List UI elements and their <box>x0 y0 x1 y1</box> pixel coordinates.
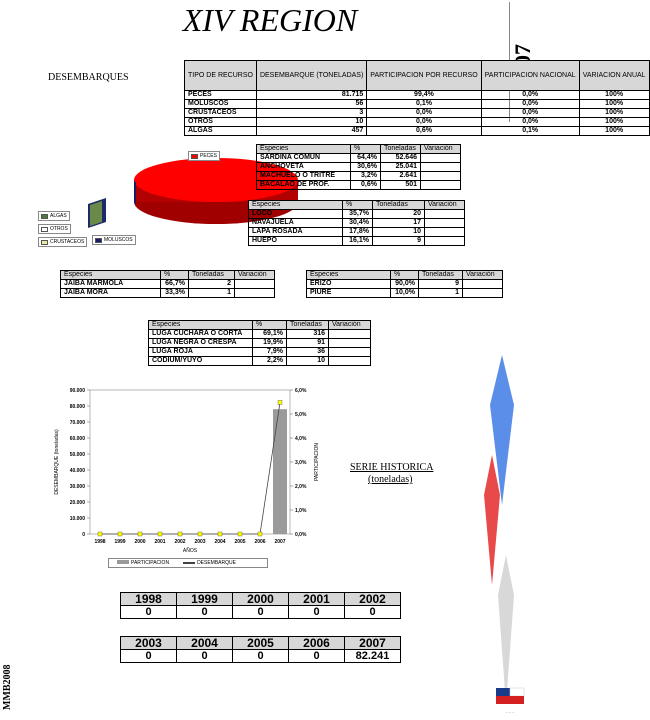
cell-pct: 64,4% <box>351 154 381 163</box>
table-row <box>249 228 465 237</box>
cell-esp: LUGA ROJA <box>149 348 253 357</box>
cell-esp: HUEPO <box>249 237 343 246</box>
chart-legend <box>108 558 268 568</box>
cell-pct: 30,4% <box>343 219 373 228</box>
cell-part: 0,1% <box>367 100 481 109</box>
y2-tick-label: 3,0% <box>295 460 307 466</box>
historic-year: 2004 <box>177 637 233 650</box>
table-row <box>307 289 503 298</box>
x-tick-label: 2001 <box>154 539 166 545</box>
historic-value: 0 <box>121 650 177 663</box>
crustaceos-species-table: Especies % Toneladas Variación JAIBA MARMOLA 66,7% 2 JAIBA MORA 33,3% 1 <box>60 270 275 298</box>
cell-var <box>421 172 461 181</box>
historic-value: 82.241 <box>345 650 401 663</box>
cell-pct: 33,3% <box>161 289 189 298</box>
cell-esp: ERIZO <box>307 280 391 289</box>
historic-title: SERIE HISTORICA <box>350 462 434 473</box>
point-desembarque <box>178 532 182 536</box>
legend-moluscos: MOLUSCOS <box>92 235 136 245</box>
cell-pct: 16,1% <box>343 237 373 246</box>
y2-tick-label: 1,0% <box>295 508 307 514</box>
table-row <box>249 210 465 219</box>
institution-logo-icon <box>492 684 532 718</box>
cell-var <box>329 357 371 366</box>
cell-part: 0,0% <box>367 118 481 127</box>
cell-ton: 9 <box>419 280 463 289</box>
cell-var <box>463 289 503 298</box>
cell-var <box>425 228 465 237</box>
cell-esp: LOCO <box>249 210 343 219</box>
cell-recurso: ALGAS <box>185 127 257 136</box>
cell-var <box>425 237 465 246</box>
historic-value: 0 <box>233 606 289 619</box>
point-desembarque <box>198 532 202 536</box>
historic-chart <box>50 382 330 582</box>
cell-recurso: CRUSTACEOS <box>185 109 257 118</box>
x-tick-label: 2007 <box>274 539 286 545</box>
historic-year: 2000 <box>233 593 289 606</box>
cell-pct: 30,6% <box>351 163 381 172</box>
point-desembarque <box>218 532 222 536</box>
y2-tick-label: 4,0% <box>295 436 307 442</box>
cell-pct: 7,9% <box>253 348 287 357</box>
x-axis-label: AÑOS <box>182 548 198 554</box>
historic-year: 2007 <box>345 637 401 650</box>
y-tick-label: 70.000 <box>69 420 85 426</box>
table-row <box>185 127 650 136</box>
col-header-part-nacional: PARTICIPACION NACIONAL <box>481 61 579 91</box>
cell-esp: NAVAJUELA <box>249 219 343 228</box>
cell-ton: 3 <box>256 109 366 118</box>
cell-ton: 1 <box>189 289 235 298</box>
table-row <box>61 280 275 289</box>
historic-table-1 <box>120 592 401 619</box>
cell-ton: 2.641 <box>381 172 421 181</box>
table-row <box>257 181 461 190</box>
cell-ton: 25.041 <box>381 163 421 172</box>
cell-pct: 19,9% <box>253 339 287 348</box>
historic-year: 2003 <box>121 637 177 650</box>
col-header-tipo: TIPO DE RECURSO <box>185 61 257 91</box>
cell-ton: 316 <box>287 330 329 339</box>
y-tick-label: 90.000 <box>69 388 85 394</box>
cell-esp: JAIBA MARMOLA <box>61 280 161 289</box>
historic-value: 0 <box>177 650 233 663</box>
cell-nac: 0,0% <box>481 91 579 100</box>
page-title: XIV REGION <box>182 2 358 38</box>
cell-var <box>421 181 461 190</box>
cell-ton: 457 <box>256 127 366 136</box>
cell-ton: 52.646 <box>381 154 421 163</box>
table-row <box>61 289 275 298</box>
cell-pct: 66,7% <box>161 280 189 289</box>
historic-year: 2002 <box>345 593 401 606</box>
cell-var <box>425 219 465 228</box>
y2-tick-label: 0,0% <box>295 532 307 538</box>
table-row <box>185 109 650 118</box>
cell-esp: MACHUELO O TRITRE <box>257 172 351 181</box>
cell-nac: 0,0% <box>481 109 579 118</box>
cell-esp: SARDINA COMUN <box>257 154 351 163</box>
historic-value: 0 <box>121 606 177 619</box>
cell-var: 100% <box>579 100 649 109</box>
y-tick-label: 60.000 <box>69 436 85 442</box>
historic-year: 2005 <box>233 637 289 650</box>
cell-var <box>463 280 503 289</box>
col-header-part-recurso: PARTICIPACION POR RECURSO <box>367 61 481 91</box>
y-tick-label: 30.000 <box>69 484 85 490</box>
cell-ton: 10 <box>373 228 425 237</box>
x-tick-label: 2004 <box>214 539 226 545</box>
table-row <box>149 330 371 339</box>
table-row <box>307 280 503 289</box>
legend-desembarque: DESEMBARQUE <box>183 560 236 566</box>
col-header-desembarque: DESEMBARQUE (TONELADAS) <box>256 61 366 91</box>
cell-part: 0,0% <box>367 109 481 118</box>
cell-ton: 10 <box>287 357 329 366</box>
historic-year: 2001 <box>289 593 345 606</box>
cell-esp: BACALAO DE PROF. <box>257 181 351 190</box>
cell-ton: 501 <box>381 181 421 190</box>
table-row <box>149 339 371 348</box>
historic-value: 0 <box>289 606 345 619</box>
legend-otros: OTROS <box>38 224 71 234</box>
cell-nac: 0,1% <box>481 127 579 136</box>
peces-species-table: Especies % Toneladas Variación SARDINA COMUN 64,4% 52.646 ANCHOVETA 30,6% 25.041 MACHUELO O TRITRE 3,2% 2.641 BACALAO DE PROF. 0,6% 501 <box>256 144 461 190</box>
cell-recurso: MOLUSCOS <box>185 100 257 109</box>
cell-var <box>329 348 371 357</box>
cell-recurso: PECES <box>185 91 257 100</box>
otros-species-table: Especies % Toneladas Variación ERIZO 90,0% 9 PIURE 10,0% 1 <box>306 270 503 298</box>
point-desembarque <box>278 400 282 404</box>
legend-participacion: PARTICIPACION <box>117 560 169 566</box>
point-desembarque <box>98 532 102 536</box>
x-tick-label: 1999 <box>114 539 126 545</box>
cell-var: 100% <box>579 91 649 100</box>
y-axis-label: DESEMBARQUE (toneladas) <box>54 429 60 495</box>
cell-var: 100% <box>579 109 649 118</box>
historic-value: 0 <box>345 606 401 619</box>
x-tick-label: 2006 <box>254 539 266 545</box>
table-row <box>185 100 650 109</box>
x-tick-label: 1998 <box>94 539 106 545</box>
y-tick-label: 20.000 <box>69 500 85 506</box>
y2-axis-label: PARTICIPACION <box>314 442 320 482</box>
cell-ton: 1 <box>419 289 463 298</box>
cell-esp: CODIUM/YUYO <box>149 357 253 366</box>
cell-ton: 56 <box>256 100 366 109</box>
y2-tick-label: 5,0% <box>295 412 307 418</box>
cell-var <box>329 339 371 348</box>
legend-crustaceos: CRUSTACEOS <box>38 237 87 247</box>
decorative-diamonds <box>480 355 520 705</box>
y-tick-label: 0 <box>82 532 85 538</box>
point-desembarque <box>258 532 262 536</box>
algas-species-table: Especies % Toneladas Variación LUGA CUCHARA O CORTA 69,1% 316 LUGA NEGRA O CRESPA 19,9% 91 LUGA ROJA 7,9% 36 CODIUM/YUYO 2,2% 10 <box>148 320 371 366</box>
cell-nac: 0,0% <box>481 118 579 127</box>
cell-esp: PIURE <box>307 289 391 298</box>
table-row <box>185 118 650 127</box>
cell-esp: LUGA NEGRA O CRESPA <box>149 339 253 348</box>
table-row <box>185 91 650 100</box>
col-header-variacion: VARIACION ANUAL <box>579 61 649 91</box>
table-row <box>249 237 465 246</box>
historic-year: 1999 <box>177 593 233 606</box>
main-summary-table <box>184 60 650 136</box>
x-tick-label: 2002 <box>174 539 186 545</box>
point-desembarque <box>118 532 122 536</box>
cell-pct: 35,7% <box>343 210 373 219</box>
legend-peces: PECES <box>188 151 220 161</box>
x-tick-label: 2003 <box>194 539 206 545</box>
plot-area <box>90 390 290 534</box>
cell-var <box>235 280 275 289</box>
y2-tick-label: 6,0% <box>295 388 307 394</box>
cell-ton: 81.715 <box>256 91 366 100</box>
cell-pct: 90,0% <box>391 280 419 289</box>
cell-ton: 9 <box>373 237 425 246</box>
moluscos-species-table: Especies % Toneladas Variación LOCO 35,7% 20 NAVAJUELA 30,4% 17 LAPA ROSADA 17,8% 10 HUEPO 16,1% 9 <box>248 200 465 246</box>
point-desembarque <box>158 532 162 536</box>
cell-var: 100% <box>579 127 649 136</box>
point-desembarque <box>138 532 142 536</box>
cell-pct: 0,6% <box>351 181 381 190</box>
cell-var <box>425 210 465 219</box>
cell-var <box>235 289 275 298</box>
cell-ton: 17 <box>373 219 425 228</box>
cell-ton: 2 <box>189 280 235 289</box>
pie-slice-moluscos <box>134 180 136 205</box>
historic-unit: (toneladas) <box>368 474 413 485</box>
table-row <box>249 219 465 228</box>
x-tick-label: 2005 <box>234 539 246 545</box>
footer-code: MMB2008 <box>2 664 13 710</box>
cell-pct: 69,1% <box>253 330 287 339</box>
cell-esp: LAPA ROSADA <box>249 228 343 237</box>
y2-tick-label: 2,0% <box>295 484 307 490</box>
historic-table-2 <box>120 636 401 663</box>
y-tick-label: 40.000 <box>69 468 85 474</box>
legend-algas: ALGAS <box>38 211 70 221</box>
historic-value: 0 <box>177 606 233 619</box>
point-desembarque <box>238 532 242 536</box>
table-row <box>257 154 461 163</box>
cell-var <box>421 163 461 172</box>
table-row <box>149 357 371 366</box>
cell-var: 100% <box>579 118 649 127</box>
y-tick-label: 80.000 <box>69 404 85 410</box>
pie-algas-wedge <box>86 196 108 230</box>
cell-ton: 10 <box>256 118 366 127</box>
y-tick-label: 10.000 <box>69 516 85 522</box>
cell-nac: 0,0% <box>481 100 579 109</box>
historic-year: 1998 <box>121 593 177 606</box>
pie-chart <box>140 150 260 235</box>
bar-participacion <box>273 409 287 534</box>
cell-ton: 36 <box>287 348 329 357</box>
table-row <box>257 163 461 172</box>
historic-year: 2006 <box>289 637 345 650</box>
historic-value: 0 <box>289 650 345 663</box>
cell-pct: 2,2% <box>253 357 287 366</box>
table-row <box>257 172 461 181</box>
cell-pct: 17,8% <box>343 228 373 237</box>
y-tick-label: 50.000 <box>69 452 85 458</box>
svg-text:· · ·: · · · <box>506 710 514 716</box>
cell-var <box>421 154 461 163</box>
cell-esp: ANCHOVETA <box>257 163 351 172</box>
cell-part: 0,6% <box>367 127 481 136</box>
cell-ton: 20 <box>373 210 425 219</box>
table-row <box>149 348 371 357</box>
cell-esp: LUGA CUCHARA O CORTA <box>149 330 253 339</box>
x-tick-label: 2000 <box>134 539 146 545</box>
cell-esp: JAIBA MORA <box>61 289 161 298</box>
cell-ton: 91 <box>287 339 329 348</box>
cell-recurso: OTROS <box>185 118 257 127</box>
cell-var <box>329 330 371 339</box>
section-label: DESEMBARQUES <box>48 72 129 83</box>
cell-pct: 10,0% <box>391 289 419 298</box>
cell-pct: 3,2% <box>351 172 381 181</box>
cell-part: 99,4% <box>367 91 481 100</box>
historic-value: 0 <box>233 650 289 663</box>
